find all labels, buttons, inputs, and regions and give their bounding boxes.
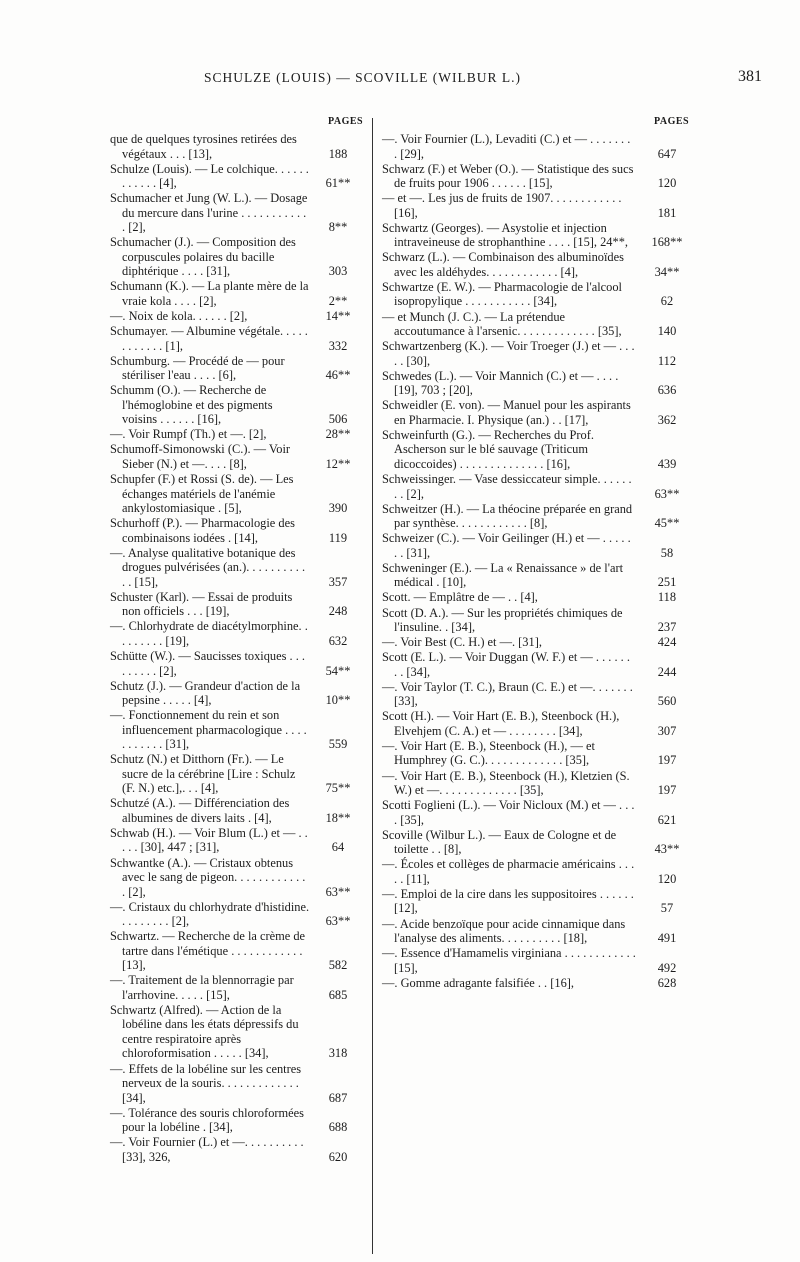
entry-page: 54** [325,663,351,678]
index-entry [110,546,360,590]
index-entry [382,739,692,768]
entry-text: Scott (E. L.). — Voir Duggan (W. F.) et — . . . . . . . . [34], [382,650,630,679]
entry-page: 424 [657,635,677,650]
entry-text: Schumacher (J.). — Composition des corpuscules polaires du bacille diphtérique . . . . [31], [110,235,296,279]
index-entry [110,590,360,619]
entry-page: 61** [325,176,351,191]
entry-page: 57 [660,901,674,916]
entry-page: 45** [654,516,680,531]
index-entry [382,946,692,975]
entry-page: 307 [657,723,677,738]
entry-text: Schwartz (Georges). — Asystolie et injection intraveineuse de strophanthine . . . . [15], 24**, [382,220,628,250]
entry-page: 632 [328,633,348,648]
entry-text: —. Chlorhydrate de diacétylmorphine. . . . . . . . . [19], [110,619,308,648]
entry-page: 62 [660,294,674,309]
entry-text: Schwarz (F.) et Weber (O.). — Statistique des sucs de fruits pour 1906 . . . . . . [15], [382,161,634,191]
entry-page: 58 [660,545,674,560]
entry-page: 63** [325,914,351,929]
entry-page: 237 [657,620,677,634]
entry-page: 197 [657,783,677,798]
entry-page: 18** [325,810,351,825]
entry-text: Schwedes (L.). — Voir Mannich (C.) et — . . . . [19], 703 ; [20], [382,368,619,398]
index-entry [110,826,360,855]
index-entry [110,752,360,796]
entry-page: 303 [328,264,348,279]
entry-text: —. Voir Hart (E. B.), Steenbock (H.), Kletzien (S. W.) et —. . . . . . . . . . . . . [35], [382,768,630,798]
index-entry [110,973,360,1002]
entry-text: —. Voir Hart (E. B.), Steenbock (H.), — et Humphrey (G. C.). . . . . . . . . . . . . [35], [382,738,595,768]
entry-text: Schwartzenberg (K.). — Voir Troeger (J.) et — . . . . . [30], [382,339,635,368]
entry-page: 43** [654,842,680,857]
entry-text: —. Voir Best (C. H.) et —. [31], [382,635,542,650]
index-entry [382,472,692,501]
index-entry [110,442,360,471]
entry-text: Schweizer (C.). — Voir Geilinger (H.) et — . . . . . . . [31], [382,531,631,560]
index-entry [110,856,360,900]
entry-page: 197 [657,753,677,768]
entry-text: —. Voir Fournier (L.), Levaditi (C.) et — . . . . . . . . [29], [382,132,631,161]
entry-page: 318 [328,1046,348,1061]
entry-page: 628 [657,975,677,990]
entry-text: —. Noix de kola. . . . . . [2], [110,308,248,323]
index-entry [110,279,360,308]
entry-page: 492 [657,960,677,975]
entry-text: Schupfer (F.) et Rossi (S. de). — Les échanges matériels de l'anémie ankylostomiasique . [5], [110,472,294,516]
index-entry [382,650,692,679]
index-entry [110,516,360,545]
page-number: 381 [738,68,762,85]
index-entry [382,250,692,279]
page-header [0,0,800,60]
index-entry [110,191,360,235]
entry-page: 636 [657,383,677,398]
entry-text: —. Fonctionnement du rein et son influencement pharmacologique . . . . . . . . . . . [31], [110,708,307,752]
index-entry [382,709,692,738]
index-entry [382,769,692,798]
entry-text: Schwartz. — Recherche de la crème de tartre dans l'émétique . . . . . . . . . . . . [13], [110,929,306,973]
index-entry [110,427,360,442]
entry-text: Schwarz (L.). — Combinaison des albuminoïdes avec les aldéhydes. . . . . . . . . . . . [4], [382,250,624,279]
entry-page: 168** [651,235,683,250]
entry-text: Schutz (N.) et Ditthorn (Fr.). — Le sucre de la cérébrine [Lire : Schulz (F. N.) etc.],. . . [4], [110,752,296,796]
entry-page: 12** [325,456,351,471]
entry-text: Schwartz (Alfred). — Action de la lobéline dans les états dépressifs du centre respiratoire après chloroformisation . . . . . [34], [110,1002,299,1061]
entry-page: 188 [328,146,348,161]
right-column [382,116,692,1256]
entry-text: Schwartze (E. W.). — Pharmacologie de l'alcool isopropylique . . . . . . . . . . . [34], [382,279,622,309]
entry-page: 506 [328,412,348,427]
index-entry [110,1003,360,1061]
index-entry [110,354,360,383]
index-entry [382,561,692,590]
entry-page: 120 [657,176,677,191]
entry-page: 687 [328,1090,348,1105]
entry-text: Schumoff-Simonowski (C.). — Voir Sieber (N.) et —. . . . [8], [110,442,291,471]
index-entry [382,887,692,916]
entry-text: — et —. Les jus de fruits de 1907. . . . . . . . . . . . [16], [382,191,622,220]
index-entry [110,619,360,648]
entry-page: 362 [657,412,677,427]
entry-page: 390 [328,501,348,516]
index-entry [110,309,360,324]
entry-text: Schütte (W.). — Saucisses toxiques . . . . . . . . . [2], [110,649,306,678]
index-entry [382,857,692,886]
entry-text: —. Emploi de la cire dans les suppositoires . . . . . . [12], [382,886,634,916]
running-head: SCHULZE (LOUIS) — SCOVILLE (WILBUR L.) [204,70,521,85]
entry-page: 647 [657,146,677,161]
entry-text: —. Gomme adragante falsifiée . . [16], [382,975,574,990]
entry-text: Schumayer. — Albumine végétale. . . . . . . . . . . . [1], [110,324,308,353]
entry-text: Schwab (H.). — Voir Blum (L.) et — . . . . . [30], 447 ; [31], [110,825,308,855]
index-entry [110,1062,360,1106]
entry-page: 559 [328,737,348,752]
index-entry [382,221,692,250]
index-entry [382,798,692,827]
index-entry [110,649,360,678]
entry-page: 119 [328,530,348,545]
entry-text: —. Voir Taylor (T. C.), Braun (C. E.) et —. . . . . . . [33], [382,679,633,709]
entry-page: 685 [328,987,348,1002]
index-entry [382,339,692,368]
entry-text: —. Effets de la lobéline sur les centres nerveux de la souris. . . . . . . . . . . . . [34], [110,1061,302,1105]
index-entry [382,531,692,560]
entry-text: Schweitzer (H.). — La théocine préparée en grand par synthèse. . . . . . . . . . . . [8], [382,501,633,531]
index-entry [110,235,360,279]
entry-page: 34** [654,264,680,279]
entry-page: 620 [328,1149,348,1164]
pages-column-label: PAGES [654,116,690,127]
index-entry [382,502,692,531]
entry-text: Schwantke (A.). — Cristaux obtenus avec le sang de pigeon. . . . . . . . . . . . . [2], [110,855,306,899]
entry-page: 10** [325,693,351,708]
left-column [110,116,364,1256]
entry-page: 75** [325,781,351,796]
entry-page: 181 [657,205,677,220]
entry-text: Schumacher et Jung (W. L.). — Dosage du mercure dans l'urine . . . . . . . . . . . . [2], [110,191,308,235]
index-entry [110,679,360,708]
entry-page: 28** [325,427,351,442]
index-entry [110,929,360,973]
entry-text: Schumm (O.). — Recherche de l'hémoglobine et des pigments voisins . . . . . . [16], [110,383,273,427]
index-entry [382,162,692,191]
entry-page: 248 [328,604,348,619]
column-divider [372,118,373,1254]
index-entry [110,162,360,191]
entry-page: 251 [657,575,677,590]
entry-page: 118 [657,590,677,605]
entry-page: 332 [328,338,348,353]
left-entry-list [110,132,360,1165]
index-entry [382,398,692,427]
index-entry [110,472,360,516]
entry-text: Scoville (Wilbur L.). — Eaux de Cologne et de toilette . . [8], [382,827,617,857]
entry-text: Schweinfurth (G.). — Recherches du Prof. Ascherson sur le blé sauvage (Triticum dicoccoides) . . . . . . . . . . . . . . [16], [382,427,594,471]
entry-page: 120 [657,871,677,886]
index-entry [382,191,692,220]
entry-text: —. Traitement de la blennorragie par l'arrhovine. . . . . [15], [110,973,294,1002]
entry-page: 2** [328,293,348,308]
index-entry [110,324,360,353]
index-entry [382,917,692,946]
index-entry [110,1106,360,1135]
entry-text: Schuster (Karl). — Essai de produits non officiels . . . [19], [110,589,293,619]
entry-text: —. Analyse qualitative botanique des drogues pulvérisées (an.). . . . . . . . . . . . [15], [110,545,306,589]
index-entry [382,428,692,472]
index-entry [382,635,692,650]
entry-page: 244 [657,664,677,679]
index-entry [382,590,692,605]
entry-page: 14** [325,308,351,323]
entry-text: Schurhoff (P.). — Pharmacologie des combinaisons iodées . [14], [110,516,295,545]
index-entry [110,1135,360,1164]
entry-text: Schweissinger. — Vase dessiccateur simple. . . . . . . . [2], [382,472,632,501]
entry-page: 621 [657,812,677,827]
index-entry [382,680,692,709]
entry-text: Scotti Foglieni (L.). — Voir Nicloux (M.) et — . . . . [35], [382,798,635,827]
index-entry [382,828,692,857]
index-entry [382,369,692,398]
entry-text: Schumann (K.). — La plante mère de la vraie kola . . . . [2], [110,279,309,308]
entry-text: Scott (H.). — Voir Hart (E. B.), Steenbock (H.), Elvehjem (C. A.) et — . . . . . . . . [34], [382,709,620,738]
index-entry [110,132,360,161]
entry-text: Schweninger (E.). — La « Renaissance » de l'art médical . [10], [382,560,624,590]
pages-column-label: PAGES [328,116,364,127]
entry-page: 63** [654,486,680,501]
entry-page: 688 [328,1120,348,1135]
entry-text: Schulze (Louis). — Le colchique. . . . . . . . . . . . [4], [110,161,309,191]
index-entry [382,976,692,991]
index-entry [110,383,360,427]
index-entry [110,900,360,929]
entry-text: Schweidler (E. von). — Manuel pour les aspirants en Pharmacie. I. Physique (an.) . . [17], [382,398,631,427]
entry-text: Schutz (J.). — Grandeur d'action de la pepsine . . . . . [4], [110,678,301,708]
entry-page: 64 [331,840,345,855]
entry-text: —. Tolérance des souris chloroformées pour la lobéline . [34], [110,1105,304,1135]
entry-page: 439 [657,456,677,471]
entry-page: 357 [328,574,348,589]
entry-text: —. Essence d'Hamamelis virginiana . . . . . . . . . . . . [15], [382,946,636,975]
index-entry [382,132,692,161]
entry-text: —. Voir Rumpf (Th.) et —. [2], [110,427,267,442]
entry-text: —. Cristaux du chlorhydrate d'histidine. . . . . . . . . [2], [110,899,310,929]
entry-text: Schumburg. — Procédé de — pour stériliser l'eau . . . . [6], [110,353,285,383]
entry-page: 582 [328,958,348,973]
entry-text: —. Écoles et collèges de pharmacie américains . . . . . [11], [382,857,635,886]
index-entry [110,796,360,825]
entry-page: 8** [328,220,348,235]
index-entry [382,310,692,339]
entry-text: Schutzé (A.). — Différenciation des albumines de divers laits . [4], [110,796,290,825]
entry-text: — et Munch (J. C.). — La prétendue accoutumance à l'arsenic. . . . . . . . . . . . . [35], [382,309,622,339]
entry-page: 46** [325,368,351,383]
entry-text: —. Voir Fournier (L.) et —. . . . . . . . . . [33], 326, [110,1135,304,1164]
entry-text: Scott (D. A.). — Sur les propriétés chimiques de l'insuline. . [34], [382,605,623,634]
entry-page: 140 [657,324,677,339]
right-entry-list [382,132,692,991]
entry-text: —. Acide benzoïque pour acide cinnamique dans l'analyse des aliments. . . . . . . . . . [18], [382,916,626,946]
index-entry [110,708,360,752]
entry-page: 491 [657,931,677,946]
entry-text: Scott. — Emplâtre de — . . [4], [382,590,538,605]
index-entry [382,606,692,635]
index-entry [382,280,692,309]
entry-text: que de quelques tyrosines retirées des végétaux . . . [13], [110,132,297,161]
entry-page: 560 [657,694,677,709]
entry-page: 63** [325,884,351,899]
entry-page: 112 [657,353,677,368]
